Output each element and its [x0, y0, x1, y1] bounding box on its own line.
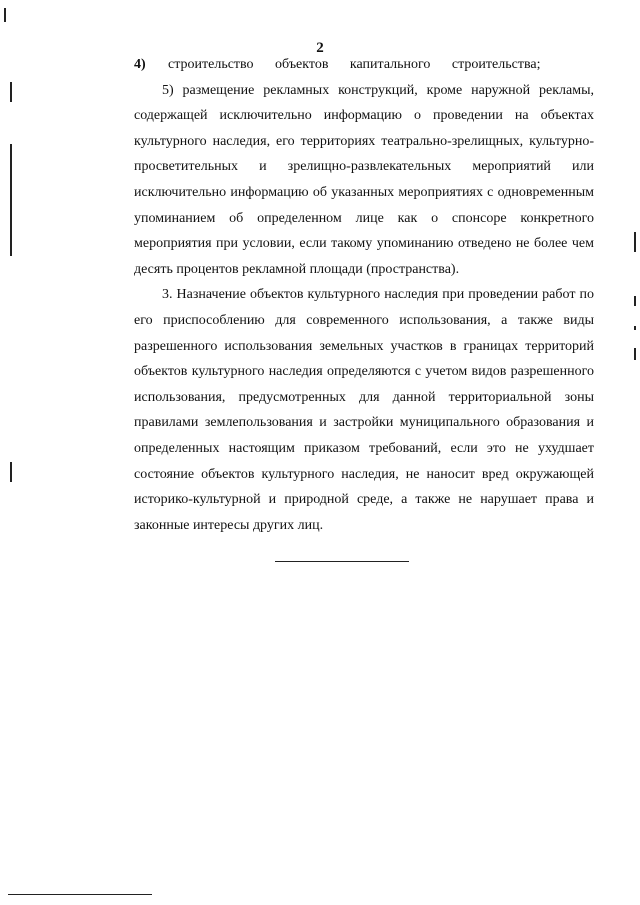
document-body [134, 52, 594, 538]
paragraph-advertising: 5) размещение рекламных конструкций, кроме наружной рекламы, содержащей исключительно информацию о проведении на объектах культурного наследия, его территориях театрально-зрелищных, культурно-просветительных и зрелищно-развлекательных мероприятий или исключительно информацию об указанных мероприятиях с одновременным упоминанием об определенном лице как о спонсоре конкретного мероприятия при условии, если такому упоминанию отведено не более чем десять процентов рекламной площади (пространства). [134, 82, 594, 277]
scan-mark-right-2 [634, 296, 636, 306]
paragraph-3: 3. Назначение объектов культурного наследия при проведении работ по его приспособлению для современного использования, а также виды разрешенного использования земельных участков в границах территорий объектов культурного наследия определяются с учетом видов разрешенного использования, предусмотренных для данной территориальной зоны правилами землепользования и застройки муниципального образования и определенных настоящим приказом требований, если это не ухудшает состояние объектов культурного наследия, не наносит вред окружающей историко-культурной и природной среде, а также не нарушает права и законные интересы других лиц. [134, 287, 594, 533]
scan-mark-right-3 [634, 326, 636, 330]
scan-mark-left-3 [10, 462, 12, 482]
list-item-4 [134, 52, 594, 78]
scan-mark-right-4 [634, 348, 636, 360]
footer-line [8, 894, 152, 895]
separator-line [275, 561, 409, 562]
page-number: 2 [316, 40, 324, 56]
scan-mark-left-1 [10, 82, 12, 102]
scan-mark-left-top [4, 8, 6, 22]
list-item-text: строительство объектов капитального строительства; [168, 57, 541, 72]
scan-mark-left-2 [10, 144, 12, 256]
list-item-number: 4) [134, 57, 146, 72]
scan-mark-right-1 [634, 232, 636, 252]
